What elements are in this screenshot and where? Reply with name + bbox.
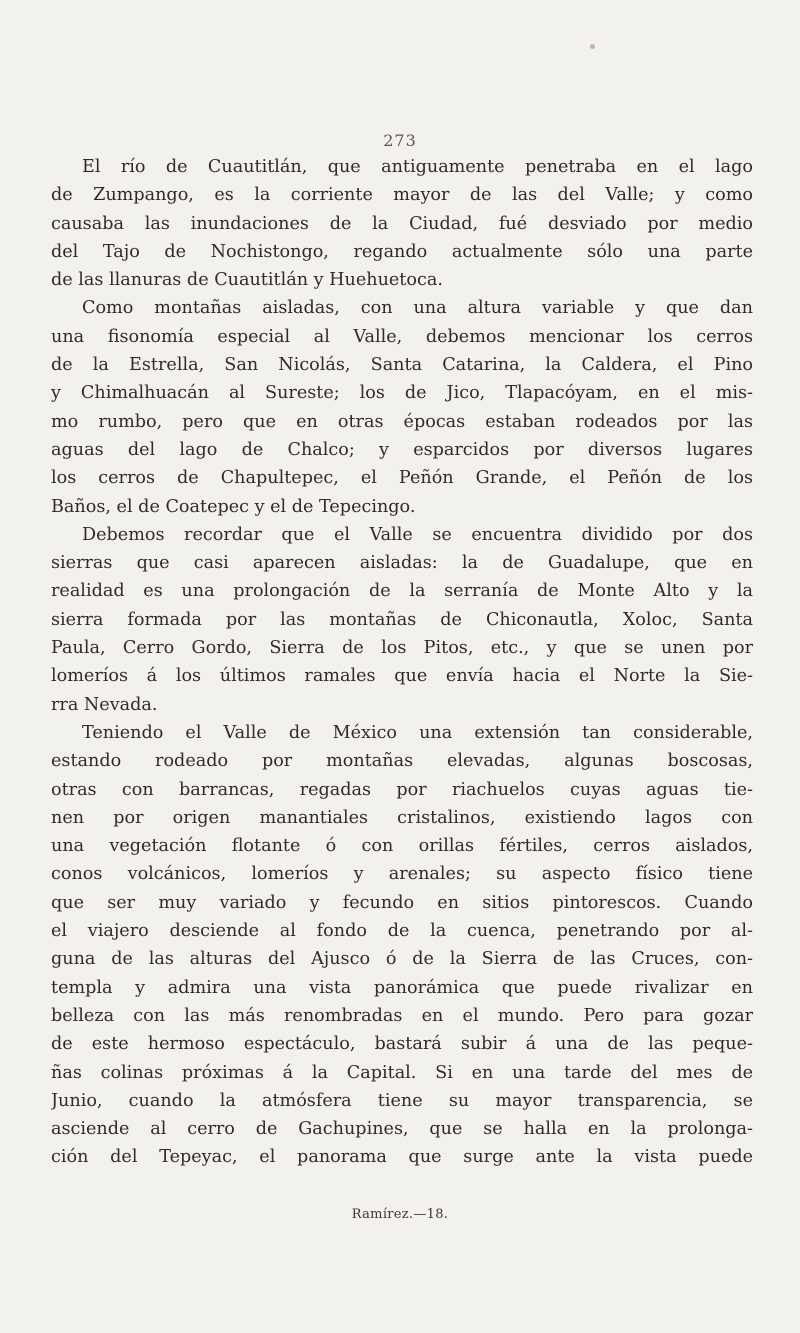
text-line: conos volcánicos, lomeríos y arenales; su aspecto físico tiene bbox=[51, 864, 753, 885]
text-line: belleza con las más renombradas en el mundo. Pero para gozar bbox=[51, 1005, 753, 1026]
text-line: nen por origen manantiales cristalinos, existiendo lagos con bbox=[51, 807, 753, 828]
text-line: ñas colinas próximas á la Capital. Si en una tarde del mes de bbox=[51, 1062, 753, 1083]
text-line: asciende al cerro de Gachupines, que se halla en la prolonga- bbox=[51, 1119, 753, 1140]
text-line: sierras que casi aparecen aisladas: la de Guadalupe, que en bbox=[51, 553, 753, 574]
text-line: que ser muy variado y fecundo en sitios pintorescos. Cuando bbox=[51, 892, 753, 913]
text-line: rra Nevada. bbox=[51, 694, 158, 715]
text-line: Debemos recordar que el Valle se encuentra dividido por dos bbox=[82, 524, 753, 545]
text-line: lomeríos á los últimos ramales que envía hacia el Norte la Sie- bbox=[51, 666, 753, 687]
text-line: y Chimalhuacán al Sureste; los de Jico, Tlapacóyam, en el mis- bbox=[51, 383, 753, 404]
text-line: Junio, cuando la atmósfera tiene su mayor transparencia, se bbox=[51, 1090, 753, 1111]
text-line: estando rodeado por montañas elevadas, algunas boscosas, bbox=[51, 751, 753, 772]
text-line: sierra formada por las montañas de Chiconautla, Xoloc, Santa bbox=[51, 609, 753, 630]
text-line: Como montañas aisladas, con una altura variable y que dan bbox=[82, 298, 753, 319]
text-line: una vegetación flotante ó con orillas fértiles, cerros aislados, bbox=[51, 836, 753, 857]
text-line: ción del Tepeyac, el panorama que surge ante la vista puede bbox=[51, 1147, 753, 1168]
text-line: causaba las inundaciones de la Ciudad, fué desviado por medio bbox=[51, 213, 753, 234]
text-line: el viajero desciende al fondo de la cuenca, penetrando por al- bbox=[51, 921, 753, 942]
text-line: templa y admira una vista panorámica que puede rivalizar en bbox=[51, 977, 753, 998]
paper-speck bbox=[590, 44, 595, 49]
text-line: de Zumpango, es la corriente mayor de las del Valle; y como bbox=[51, 185, 753, 206]
text-line: realidad es una prolongación de la serranía de Monte Alto y la bbox=[51, 581, 753, 602]
text-line: mo rumbo, pero que en otras épocas estaban rodeados por las bbox=[51, 411, 753, 432]
text-line: de este hermoso espectáculo, bastará subir á una de las peque- bbox=[51, 1034, 753, 1055]
body-text bbox=[51, 153, 753, 1172]
printer-signature: Ramírez.—18. bbox=[351, 1207, 449, 1222]
text-line: El río de Cuautitlán, que antiguamente penetraba en el lago bbox=[82, 157, 753, 177]
text-line: de las llanuras de Cuautitlán y Huehuetoca. bbox=[51, 270, 443, 291]
text-line: Paula, Cerro Gordo, Sierra de los Pitos, etc., y que se unen por bbox=[51, 638, 753, 659]
text-line: otras con barrancas, regadas por riachuelos cuyas aguas tie- bbox=[51, 779, 753, 800]
text-line: los cerros de Chapultepec, el Peñón Grande, el Peñón de los bbox=[51, 468, 753, 489]
text-line: de la Estrella, San Nicolás, Santa Catarina, la Caldera, el Pino bbox=[51, 355, 753, 376]
text-line: del Tajo de Nochistongo, regando actualmente sólo una parte bbox=[51, 241, 753, 262]
page-number: 273 bbox=[383, 131, 417, 150]
text-line: Baños, el de Coatepec y el de Tepecingo. bbox=[51, 496, 416, 517]
text-line: guna de las alturas del Ajusco ó de la Sierra de las Cruces, con- bbox=[51, 949, 753, 970]
text-line: Teniendo el Valle de México una extensión tan considerable, bbox=[82, 722, 753, 743]
text-line: una fisonomía especial al Valle, debemos mencionar los cerros bbox=[51, 326, 753, 347]
text-line: aguas del lago de Chalco; y esparcidos por diversos lugares bbox=[51, 439, 753, 460]
